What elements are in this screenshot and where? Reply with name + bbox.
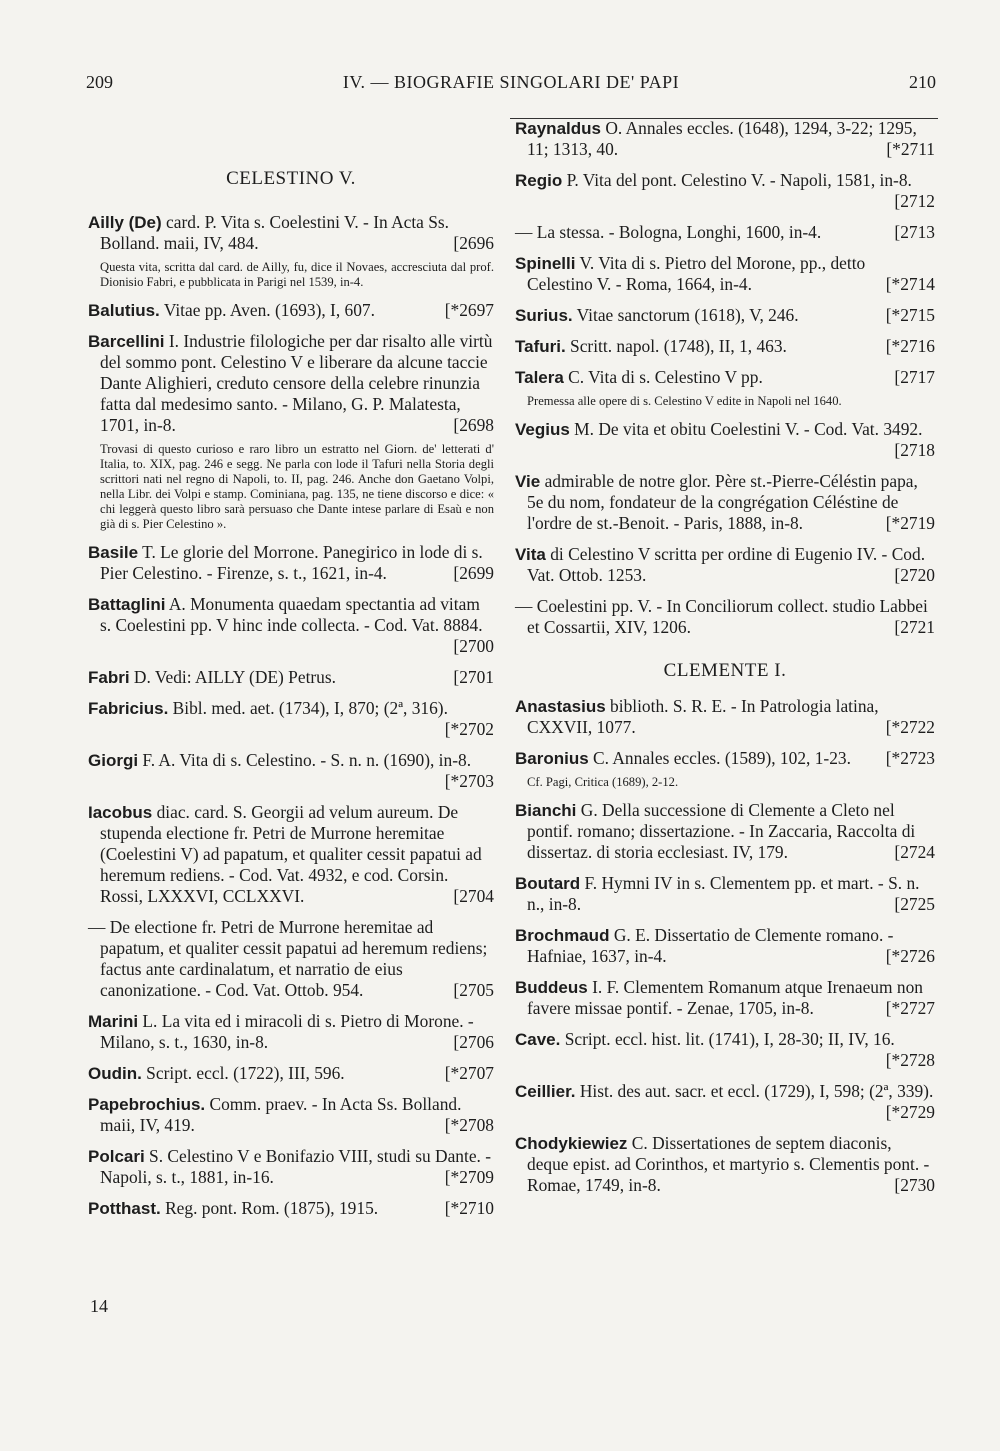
bibliography-entry <box>515 1029 935 1071</box>
entry-text: Scritt. napol. (1748), II, 1, 463. <box>565 336 787 356</box>
entry-text: — De electione fr. Petri de Murrone heremitae ad papatum, et qualiter cessit papatui ad heremum rediens; factus ante cardinalatum, et narratio de eius canonizatione. - Cod. Vat. Ottob. 954. <box>88 917 488 1000</box>
entry-number: [*2719 <box>885 513 935 533</box>
entry-text: I. Industrie filologiche per dar risalto alle virtù del sommo pont. Celestino V e liberare da alcune taccie Dante Alighieri, creduto censore della celebre rinunzia fatta dal medesimo santo. - Milano, G. P. Malatesta, 1701, in-8. <box>100 331 493 435</box>
entry-text: Hist. des aut. sacr. et eccl. (1729), I, 598; (2ª, 339). <box>575 1081 934 1101</box>
entry-author: Talera <box>515 368 564 387</box>
entry-number: [2698 <box>453 415 494 435</box>
entry-text: Vitae sanctorum (1618), V, 246. <box>572 305 799 325</box>
entry-author: Potthast. <box>88 1199 161 1218</box>
entry-text: I. F. Clementem Romanum atque Irenaeum non favere missae pontif. - Zenae, 1705, in-8. <box>527 977 923 1018</box>
entry-text: — La stessa. - Bologna, Longhi, 1600, in-4. <box>515 222 822 242</box>
entry-number: [2700 <box>453 636 494 656</box>
entry-number: [*2703 <box>444 771 494 791</box>
entry-number: [*2697 <box>444 300 494 320</box>
section-heading: CELESTINO V. <box>226 168 356 189</box>
entry-author: Cave. <box>515 1030 561 1049</box>
bibliography-entry <box>515 253 935 295</box>
bibliography-entry <box>515 170 935 212</box>
entry-number: [*2729 <box>885 1102 935 1122</box>
entry-author: Vie <box>515 472 541 491</box>
entry-number: [*2714 <box>885 274 935 294</box>
bibliography-entry <box>88 1094 494 1136</box>
entry-number: [*2708 <box>444 1115 494 1135</box>
bibliography-entry <box>88 542 494 584</box>
entry-text: Bibl. med. aet. (1734), I, 870; (2ª, 316). <box>168 698 448 718</box>
entry-author: Iacobus <box>88 803 153 822</box>
entry-author: Fabricius. <box>88 699 169 718</box>
entry-number: [2706 <box>453 1032 494 1052</box>
entry-author: Giorgi <box>88 751 139 770</box>
entry-author: Regio <box>515 171 563 190</box>
entry-text: C. Dissertationes de septem diaconis, deque epist. ad Corinthos, et martyrio s. Clementis pont. - Romae, 1749, in-8. <box>527 1133 930 1195</box>
entry-text: T. Le glorie del Morrone. Panegirico in lode di s. Pier Celestino. - Firenze, s. t., 1621, in-4. <box>100 542 483 583</box>
entry-author: Raynaldus <box>515 119 601 138</box>
entry-note: Trovasi di questo curioso e raro libro un estratto nel Giorn. de' letterati d' Italia, to. XIX, pag. 246 e segg. Ne parla con lode il Tafuri nella Storia degli scrittori nati nel regno di Napoli, to. II, pag. 246. Anche don Gaetano Volpi, nella Libr. dei Volpi e stamp. Cominiana, pag. 135, ne tiene discorso e dice: « chi leggerà questo libro sarà persuaso che Dante intese parlare di Esaù e non già di s. Pier Celestino ». <box>100 442 494 531</box>
entry-number: [2725 <box>894 894 935 914</box>
entry-text: biblioth. S. R. E. - In Patrologia latina, CXXVII, 1077. <box>527 696 879 737</box>
entry-number: [2713 <box>894 222 935 242</box>
bibliography-entry <box>515 696 935 738</box>
entry-number: [2699 <box>453 563 494 583</box>
bibliography-entry <box>88 594 494 657</box>
bibliography-entry <box>88 331 494 532</box>
bibliography-entry <box>88 1011 494 1053</box>
entry-number: [2720 <box>894 565 935 585</box>
entry-text: C. Vita di s. Celestino V pp. <box>563 367 763 387</box>
entry-text: Comm. praev. - In Acta Ss. Bolland. maii, IV, 419. <box>100 1094 462 1135</box>
entry-text: C. Annales eccles. (1589), 102, 1-23. <box>588 748 851 768</box>
entry-author: Surius. <box>515 306 573 325</box>
entry-text: M. De vita et obitu Coelestini V. - Cod. Vat. 3492. <box>569 419 923 439</box>
entry-number: [2721 <box>894 617 935 637</box>
entry-text: O. Annales eccles. (1648), 1294, 3-22; 1295, 11; 1313, 40. <box>527 118 917 159</box>
bibliography-entry <box>88 917 494 1001</box>
bibliography-entry <box>88 300 494 321</box>
bibliography-entry <box>515 222 935 243</box>
page-number-left: 209 <box>86 72 113 92</box>
entry-author: Marini <box>88 1012 139 1031</box>
entry-text: A. Monumenta quaedam spectantia ad vitam s. Coelestini pp. V hinc inde collecta. - Cod. Vat. 8884. <box>100 594 483 635</box>
bibliography-entry <box>515 1081 935 1123</box>
bibliography-entry <box>515 800 935 863</box>
page-number-right: 210 <box>909 72 936 92</box>
entry-author: Tafuri. <box>515 337 566 356</box>
entry-text: di Celestino V scritta per ordine di Eugenio IV. - Cod. Vat. Ottob. 1253. <box>527 544 926 585</box>
entry-text: diac. card. S. Georgii ad velum aureum. De stupenda electione fr. Petri de Murrone heremitae (Coelestini V) ad papatum, et qualiter cessit papatui ad heremum rediens. - Cod. Vat. 4932, e cod. Corsin. Rossi, LXXXVI, CCLXXVI. <box>100 802 482 906</box>
entry-text: G. E. Dissertatio de Clemente romano. - Hafniae, 1637, in-4. <box>527 925 894 966</box>
entry-author: Bianchi <box>515 801 577 820</box>
entry-number: [*2709 <box>444 1167 494 1187</box>
bibliography-entry <box>88 750 494 792</box>
signature-mark: 14 <box>90 1296 108 1316</box>
entry-text: F. Hymni IV in s. Clementem pp. et mart. - S. n. n., in-8. <box>527 873 920 914</box>
entry-text: G. Della successione di Clemente a Cleto nel pontif. romano; dissertazione. - In Zaccaria, Raccolta di dissertaz. di storia ecclesiast. IV, 179. <box>527 800 916 862</box>
entry-number: [2705 <box>453 980 494 1000</box>
entry-text: admirable de notre glor. Père st.-Pierre-Céléstin papa, 5e du nom, fondateur de la congrégation Céléstine de l'ordre de st.-Benoit. - Paris, 1888, in-8. <box>527 471 918 533</box>
entry-author: Vegius <box>515 420 570 439</box>
entry-number: [*2726 <box>885 946 935 966</box>
entry-text: L. La vita ed i miracoli di s. Pietro di Morone. - Milano, s. t., 1630, in-8. <box>100 1011 474 1052</box>
entry-author: Papebrochius. <box>88 1095 206 1114</box>
entry-author: Ceillier. <box>515 1082 576 1101</box>
entry-number: [*2710 <box>444 1198 494 1218</box>
entry-text: — Coelestini pp. V. - In Conciliorum collect. studio Labbei et Cossartii, XIV, 1206. <box>515 596 928 637</box>
bibliography-entry <box>88 698 494 740</box>
entry-text: Script. eccl. (1722), III, 596. <box>141 1063 345 1083</box>
right-column <box>515 118 935 1206</box>
entry-author: Ailly (De) <box>88 213 162 232</box>
bibliography-entry <box>88 1146 494 1188</box>
bibliography-entry <box>515 305 935 326</box>
bibliography-entry <box>515 748 935 790</box>
entry-number: [*2723 <box>885 748 935 768</box>
entry-text: Vitae pp. Aven. (1693), I, 607. <box>159 300 375 320</box>
entry-number: [2718 <box>894 440 935 460</box>
bibliography-entry <box>515 977 935 1019</box>
entry-author: Spinelli <box>515 254 576 273</box>
entry-author: Brochmaud <box>515 926 610 945</box>
entry-text: Reg. pont. Rom. (1875), 1915. <box>160 1198 379 1218</box>
bibliography-entry <box>515 118 935 160</box>
entry-number: [2704 <box>453 886 494 906</box>
section-heading: CLEMENTE I. <box>663 660 787 681</box>
entry-number: [*2722 <box>885 717 935 737</box>
entry-text: card. P. Vita s. Coelestini V. - In Acta Ss. Bolland. maii, IV, 484. <box>100 212 450 253</box>
entry-number: [*2711 <box>886 139 935 159</box>
running-title: IV. — BIOGRAFIE SINGOLARI DE' PAPI <box>342 72 680 92</box>
entry-number: [*2702 <box>444 719 494 739</box>
bibliography-entry <box>515 596 935 638</box>
entry-number: [2696 <box>453 233 494 253</box>
entry-number: [*2707 <box>444 1063 494 1083</box>
bibliography-entry <box>88 212 494 290</box>
entry-author: Baronius <box>515 749 589 768</box>
entry-author: Vita <box>515 545 546 564</box>
bibliography-entry <box>515 336 935 357</box>
bibliography-entry <box>515 471 935 534</box>
entry-text: F. A. Vita di s. Celestino. - S. n. n. (1690), in-8. <box>138 750 472 770</box>
left-column <box>88 118 494 1229</box>
running-header <box>86 72 936 100</box>
entry-author: Battaglini <box>88 595 166 614</box>
bibliography-entry <box>515 544 935 586</box>
entry-author: Boutard <box>515 874 581 893</box>
entry-number: [2712 <box>894 191 935 211</box>
entry-text: P. Vita del pont. Celestino V. - Napoli, 1581, in-8. <box>562 170 912 190</box>
entry-author: Buddeus <box>515 978 588 997</box>
entry-number: [*2728 <box>885 1050 935 1070</box>
entry-number: [2717 <box>894 367 935 387</box>
entry-author: Oudin. <box>88 1064 142 1083</box>
entry-number: [2724 <box>894 842 935 862</box>
bibliography-entry <box>515 367 935 409</box>
bibliography-entry <box>515 1133 935 1196</box>
entry-author: Chodykiewiez <box>515 1134 628 1153</box>
entry-text: S. Celestino V e Bonifazio VIII, studi su Dante. - Napoli, s. t., 1881, in-16. <box>100 1146 492 1187</box>
entry-text: V. Vita di s. Pietro del Morone, pp., detto Celestino V. - Roma, 1664, in-4. <box>527 253 866 294</box>
entry-number: [2730 <box>894 1175 935 1195</box>
entry-note: Questa vita, scritta dal card. de Ailly, fu, dice il Novaes, accresciuta dal prof. Dionisio Fabri, e pubblicata in Parigi nel 1539, in-4. <box>100 260 494 289</box>
bibliography-entry <box>515 873 935 915</box>
entry-number: [*2715 <box>885 305 935 325</box>
entry-number: [*2727 <box>885 998 935 1018</box>
bibliography-entry <box>88 802 494 907</box>
entry-author: Barcellini <box>88 332 165 351</box>
bibliography-entry <box>88 1198 494 1219</box>
entry-author: Anastasius <box>515 697 606 716</box>
entry-author: Basile <box>88 543 139 562</box>
entry-author: Balutius. <box>88 301 160 320</box>
entry-author: Fabri <box>88 668 130 687</box>
bibliography-entry <box>88 667 494 688</box>
bibliography-entry <box>88 1063 494 1084</box>
entry-author: Polcari <box>88 1147 145 1166</box>
entry-number: [2701 <box>453 667 494 687</box>
bibliography-entry <box>515 419 935 461</box>
bibliography-entry <box>515 925 935 967</box>
entry-text: D. Vedi: AILLY (DE) Petrus. <box>129 667 336 687</box>
entry-note: Cf. Pagi, Critica (1689), 2-12. <box>527 775 679 789</box>
entry-note: Premessa alle opere di s. Celestino V edite in Napoli nel 1640. <box>527 394 842 408</box>
entry-text: Script. eccl. hist. lit. (1741), I, 28-30; II, IV, 16. <box>560 1029 895 1049</box>
entry-number: [*2716 <box>885 336 935 356</box>
